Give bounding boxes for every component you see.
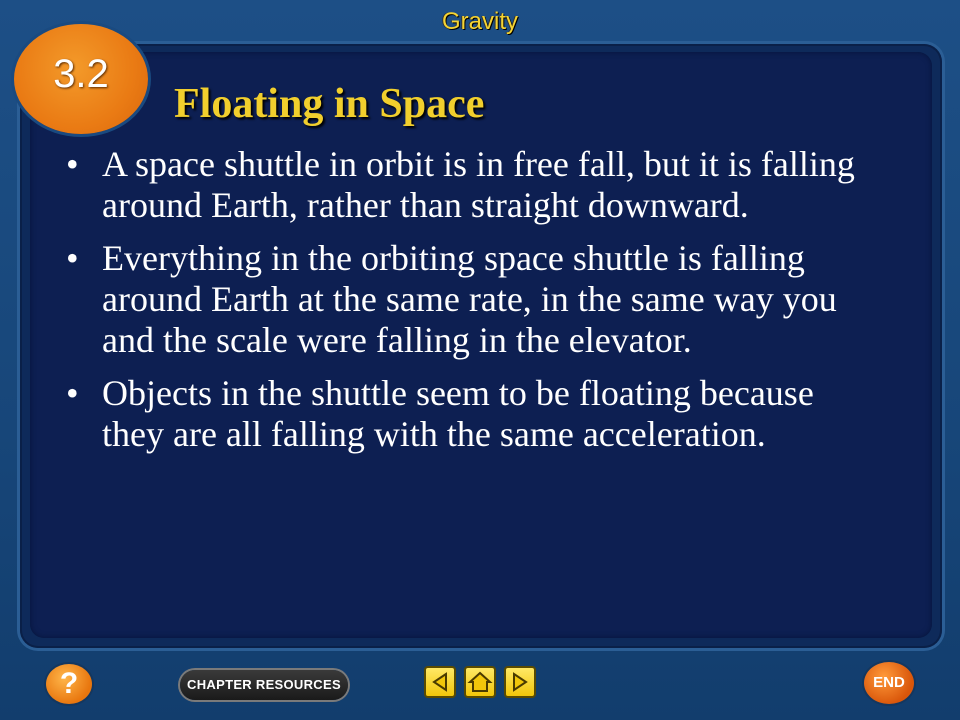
home-button[interactable]	[464, 666, 496, 698]
bullet-dot: •	[66, 373, 79, 413]
section-number: 3.2	[53, 52, 109, 96]
bullet-text: Objects in the shuttle seem to be floating because they are all falling with the same acceleration.	[102, 373, 814, 454]
topic-label: Gravity	[441, 8, 518, 35]
bullet-dot: •	[66, 238, 79, 278]
section-badge	[14, 24, 148, 134]
help-button[interactable]: ?	[46, 664, 92, 704]
bullet-list	[60, 144, 860, 455]
bullet-text: Everything in the orbiting space shuttle is falling around Earth at the same rate, in the same way you and the scale were falling in the elevator.	[102, 238, 837, 360]
home-icon	[466, 668, 494, 696]
previous-button[interactable]	[424, 666, 456, 698]
end-button[interactable]: END	[864, 662, 914, 704]
slide-title: Floating in Space	[174, 81, 485, 127]
left-arrow-icon	[426, 668, 454, 696]
bullet-item	[60, 373, 860, 455]
bullet-dot: •	[66, 144, 79, 184]
bullet-item	[60, 144, 860, 226]
bullet-text: A space shuttle in orbit is in free fall, but it is falling around Earth, rather than straight downward.	[102, 144, 855, 225]
chapter-resources-button[interactable]: CHAPTER RESOURCES	[180, 670, 348, 700]
right-arrow-icon	[506, 668, 534, 696]
next-button[interactable]	[504, 666, 536, 698]
bullet-item	[60, 238, 860, 361]
